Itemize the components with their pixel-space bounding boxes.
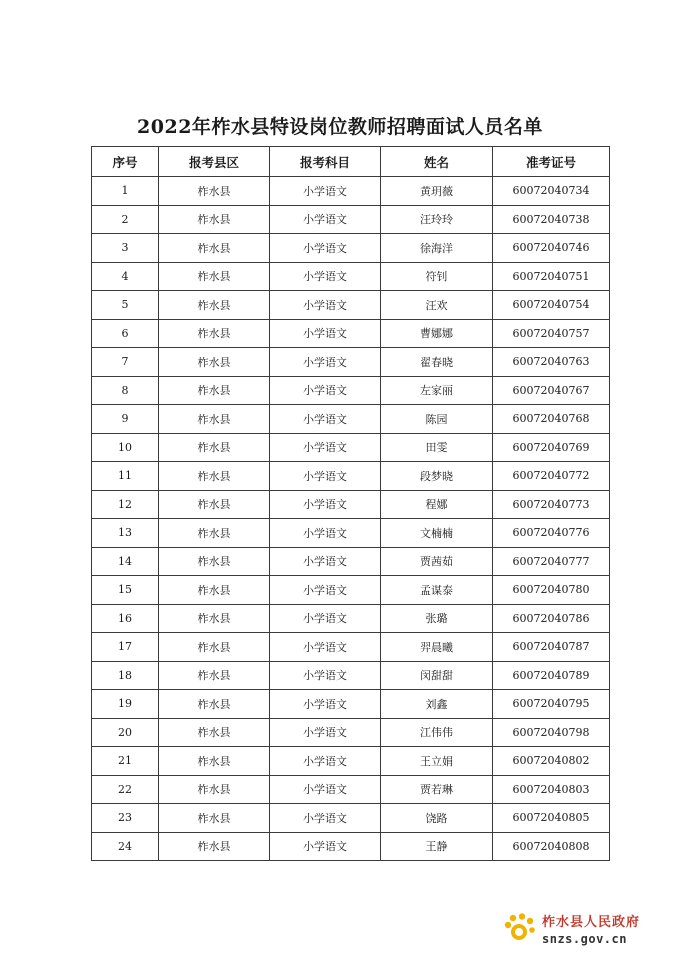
cell-name: 徐海洋 — [381, 234, 493, 263]
cell-index: 13 — [92, 519, 159, 548]
cell-name: 陈园 — [381, 405, 493, 434]
cell-index: 1 — [92, 177, 159, 206]
cell-exam-number: 60072040738 — [493, 205, 610, 234]
cell-county: 柞水县 — [159, 718, 270, 747]
cell-name: 江伟伟 — [381, 718, 493, 747]
cell-exam-number: 60072040773 — [493, 490, 610, 519]
cell-index: 4 — [92, 262, 159, 291]
cell-exam-number: 60072040787 — [493, 633, 610, 662]
cell-exam-number: 60072040776 — [493, 519, 610, 548]
cell-county: 柞水县 — [159, 775, 270, 804]
table-row — [92, 547, 610, 576]
cell-county: 柞水县 — [159, 604, 270, 633]
cell-county: 柞水县 — [159, 405, 270, 434]
cell-subject: 小学语文 — [270, 462, 381, 491]
cell-index: 6 — [92, 319, 159, 348]
cell-subject: 小学语文 — [270, 490, 381, 519]
cell-subject: 小学语文 — [270, 205, 381, 234]
cell-county: 柞水县 — [159, 490, 270, 519]
cell-name: 黄玥薇 — [381, 177, 493, 206]
cell-county: 柞水县 — [159, 690, 270, 719]
cell-subject: 小学语文 — [270, 177, 381, 206]
cell-index: 12 — [92, 490, 159, 519]
cell-subject: 小学语文 — [270, 547, 381, 576]
cell-name: 田雯 — [381, 433, 493, 462]
cell-county: 柞水县 — [159, 319, 270, 348]
cell-subject: 小学语文 — [270, 433, 381, 462]
cell-index: 14 — [92, 547, 159, 576]
header-index: 序号 — [92, 147, 159, 177]
cell-index: 17 — [92, 633, 159, 662]
footer-brand — [502, 908, 662, 952]
cell-name: 饶路 — [381, 804, 493, 833]
cell-index: 23 — [92, 804, 159, 833]
cell-exam-number: 60072040777 — [493, 547, 610, 576]
cell-index: 21 — [92, 747, 159, 776]
header-county: 报考县区 — [159, 147, 270, 177]
cell-subject: 小学语文 — [270, 633, 381, 662]
cell-name: 翟春晓 — [381, 348, 493, 377]
table-row — [92, 291, 610, 320]
cell-index: 15 — [92, 576, 159, 605]
cell-exam-number: 60072040798 — [493, 718, 610, 747]
cell-exam-number: 60072040808 — [493, 832, 610, 861]
table-row — [92, 319, 610, 348]
cell-name: 刘鑫 — [381, 690, 493, 719]
table-row — [92, 490, 610, 519]
table-row — [92, 747, 610, 776]
cell-exam-number: 60072040802 — [493, 747, 610, 776]
table-row — [92, 576, 610, 605]
cell-name: 王立娟 — [381, 747, 493, 776]
cell-exam-number: 60072040751 — [493, 262, 610, 291]
org-url: snzs.gov.cn — [542, 932, 627, 946]
cell-subject: 小学语文 — [270, 348, 381, 377]
cell-exam-number: 60072040757 — [493, 319, 610, 348]
cell-county: 柞水县 — [159, 747, 270, 776]
header-name: 姓名 — [381, 147, 493, 177]
header-subject: 报考科目 — [270, 147, 381, 177]
cell-name: 贾茜茹 — [381, 547, 493, 576]
cell-exam-number: 60072040795 — [493, 690, 610, 719]
table-row — [92, 462, 610, 491]
interview-roster-table — [91, 146, 610, 861]
cell-index: 22 — [92, 775, 159, 804]
cell-subject: 小学语文 — [270, 405, 381, 434]
cell-exam-number: 60072040769 — [493, 433, 610, 462]
cell-county: 柞水县 — [159, 262, 270, 291]
table-row — [92, 519, 610, 548]
cell-subject: 小学语文 — [270, 718, 381, 747]
cell-name: 闵甜甜 — [381, 661, 493, 690]
table-row — [92, 633, 610, 662]
table-row — [92, 832, 610, 861]
cell-county: 柞水县 — [159, 376, 270, 405]
cell-county: 柞水县 — [159, 462, 270, 491]
table-row — [92, 433, 610, 462]
header-exam-number: 准考证号 — [493, 147, 610, 177]
cell-index: 3 — [92, 234, 159, 263]
table-row — [92, 775, 610, 804]
cell-name: 王静 — [381, 832, 493, 861]
table-row — [92, 348, 610, 377]
cell-index: 24 — [92, 832, 159, 861]
cell-exam-number: 60072040803 — [493, 775, 610, 804]
cell-exam-number: 60072040805 — [493, 804, 610, 833]
cell-county: 柞水县 — [159, 547, 270, 576]
cell-index: 20 — [92, 718, 159, 747]
cell-exam-number: 60072040746 — [493, 234, 610, 263]
cell-exam-number: 60072040780 — [493, 576, 610, 605]
cell-index: 18 — [92, 661, 159, 690]
table-row — [92, 718, 610, 747]
cell-county: 柞水县 — [159, 804, 270, 833]
cell-subject: 小学语文 — [270, 604, 381, 633]
table-header-row — [92, 147, 610, 177]
table-row — [92, 405, 610, 434]
cell-index: 19 — [92, 690, 159, 719]
cell-county: 柞水县 — [159, 177, 270, 206]
cell-index: 8 — [92, 376, 159, 405]
cell-name: 贾若琳 — [381, 775, 493, 804]
cell-name: 汪玲玲 — [381, 205, 493, 234]
cell-index: 16 — [92, 604, 159, 633]
cell-name: 汪欢 — [381, 291, 493, 320]
cell-exam-number: 60072040754 — [493, 291, 610, 320]
cell-subject: 小学语文 — [270, 690, 381, 719]
cell-county: 柞水县 — [159, 661, 270, 690]
cell-name: 文楠楠 — [381, 519, 493, 548]
table-row — [92, 234, 610, 263]
cell-exam-number: 60072040786 — [493, 604, 610, 633]
table-row — [92, 205, 610, 234]
cell-name: 程娜 — [381, 490, 493, 519]
cell-county: 柞水县 — [159, 832, 270, 861]
cell-subject: 小学语文 — [270, 319, 381, 348]
cell-subject: 小学语文 — [270, 291, 381, 320]
cell-name: 符钊 — [381, 262, 493, 291]
cell-index: 2 — [92, 205, 159, 234]
cell-name: 段梦晓 — [381, 462, 493, 491]
cell-subject: 小学语文 — [270, 376, 381, 405]
table-row — [92, 604, 610, 633]
table-row — [92, 661, 610, 690]
table-row — [92, 262, 610, 291]
cell-name: 羿晨曦 — [381, 633, 493, 662]
cell-county: 柞水县 — [159, 433, 270, 462]
page-title: 2022年柞水县特设岗位教师招聘面试人员名单 — [137, 116, 543, 138]
cell-exam-number: 60072040772 — [493, 462, 610, 491]
table-row — [92, 376, 610, 405]
cell-name: 曹娜娜 — [381, 319, 493, 348]
cell-subject: 小学语文 — [270, 747, 381, 776]
cell-subject: 小学语文 — [270, 262, 381, 291]
table-row — [92, 690, 610, 719]
paw-print-sun-icon — [502, 912, 536, 946]
cell-subject: 小学语文 — [270, 576, 381, 605]
cell-subject: 小学语文 — [270, 234, 381, 263]
cell-subject: 小学语文 — [270, 519, 381, 548]
cell-exam-number: 60072040789 — [493, 661, 610, 690]
cell-county: 柞水县 — [159, 348, 270, 377]
table-row — [92, 177, 610, 206]
cell-county: 柞水县 — [159, 234, 270, 263]
cell-subject: 小学语文 — [270, 832, 381, 861]
cell-name: 左家丽 — [381, 376, 493, 405]
org-name: 柞水县人民政府 — [542, 915, 641, 930]
cell-index: 5 — [92, 291, 159, 320]
cell-county: 柞水县 — [159, 205, 270, 234]
cell-subject: 小学语文 — [270, 775, 381, 804]
cell-name: 孟谋泰 — [381, 576, 493, 605]
cell-index: 11 — [92, 462, 159, 491]
cell-exam-number: 60072040763 — [493, 348, 610, 377]
cell-county: 柞水县 — [159, 633, 270, 662]
cell-county: 柞水县 — [159, 576, 270, 605]
cell-exam-number: 60072040767 — [493, 376, 610, 405]
cell-subject: 小学语文 — [270, 661, 381, 690]
cell-index: 10 — [92, 433, 159, 462]
cell-index: 9 — [92, 405, 159, 434]
cell-county: 柞水县 — [159, 519, 270, 548]
cell-index: 7 — [92, 348, 159, 377]
cell-exam-number: 60072040734 — [493, 177, 610, 206]
cell-subject: 小学语文 — [270, 804, 381, 833]
cell-exam-number: 60072040768 — [493, 405, 610, 434]
cell-county: 柞水县 — [159, 291, 270, 320]
table-row — [92, 804, 610, 833]
cell-name: 张璐 — [381, 604, 493, 633]
